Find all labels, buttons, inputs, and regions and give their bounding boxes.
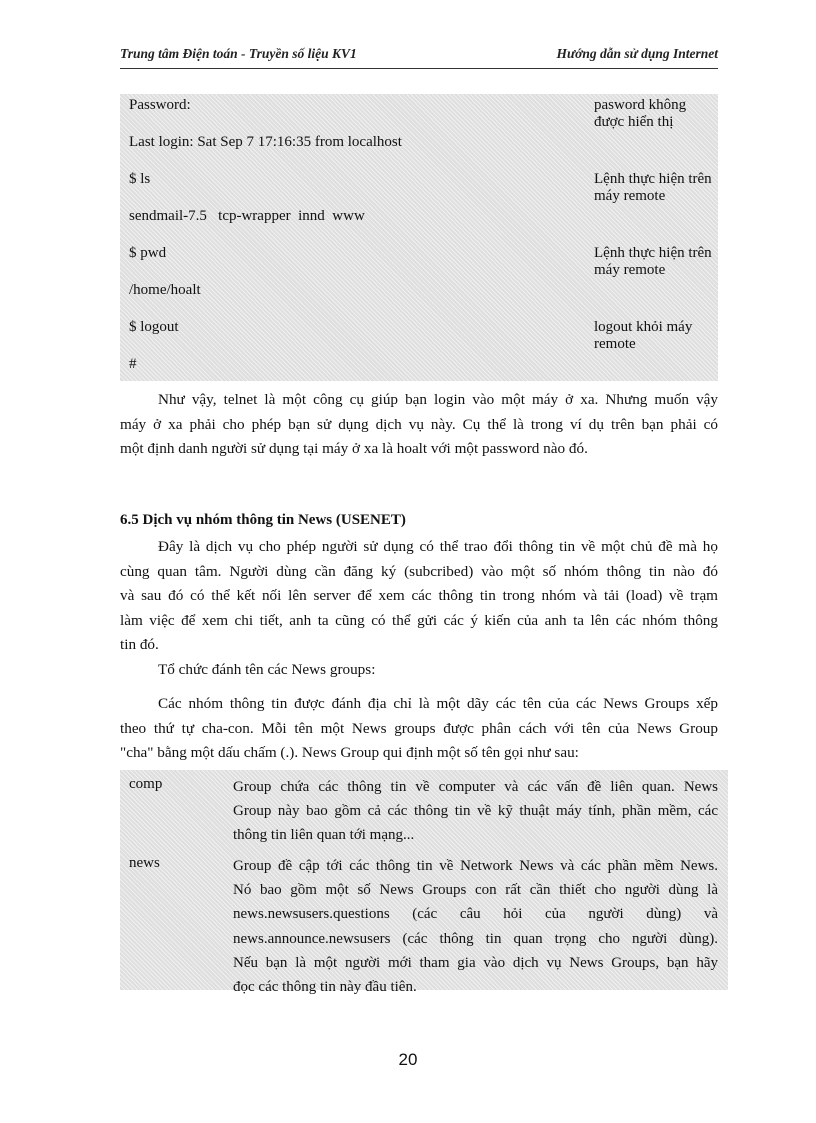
text-line: đọc các thông tin này đầu tiên. [233, 979, 417, 996]
text-line: Group này bao gồm cả các thông tin về kỹ thuật máy tính, phần mềm, các [233, 803, 718, 820]
session-cmd: sendmail-7.5 tcp-wrapper innd www [129, 208, 365, 224]
header-right: Hướng dẫn sử dụng Internet [556, 46, 718, 61]
text-line: Nếu bạn là một người mới tham gia vào dịch vụ News Groups, bạn hãy [233, 954, 718, 971]
text-line: news.announce.newsusers (các thông tin quan trọng cho người dùng). [233, 930, 718, 947]
naming-paragraph [120, 692, 718, 766]
text-line: "cha" bằng một dấu chấm (.). News Group qui định một số tên gọi như sau: [120, 744, 579, 761]
header-left: Trung tâm Điện toán - Truyền số liệu KV1 [120, 46, 357, 61]
text-line: tin đó. [120, 636, 159, 653]
session-cmd: $ ls [129, 171, 151, 187]
text-line: máy ở xa phải cho phép bạn sử dụng dịch vụ này. Cụ thể là trong ví dụ trên bạn phải có [120, 415, 718, 433]
news-groups-table [120, 770, 728, 996]
naming-title [120, 658, 718, 683]
text-line: Group chứa các thông tin về computer và các vấn đề liên quan. News [233, 779, 718, 795]
header-rule [120, 68, 718, 69]
group-name: comp [129, 776, 163, 792]
text-line: Các nhóm thông tin được đánh địa chỉ là một dãy các tên của các News Groups xếp [158, 695, 718, 712]
session-cmd: /home/hoalt [129, 282, 201, 298]
group-name: news [129, 855, 160, 871]
session-note: Lệnh thực hiện trên máy remote [594, 245, 712, 278]
usenet-intro-paragraph [120, 535, 718, 658]
telnet-session-box [120, 94, 718, 381]
group-description [233, 854, 718, 999]
text-line: theo thứ tự cha-con. Mỗi tên một News groups được phân cách với tên của News Group [120, 719, 718, 737]
text-line: và sau đó có thể kết nối lên server để xem các thông tin trong nhóm và tải (load) về trạm [120, 587, 718, 604]
text-line: Như vậy, telnet là một công cụ giúp bạn login vào một máy ở xa. Nhưng muốn vậy [158, 391, 718, 408]
session-note: pasword không được hiển thị [594, 97, 687, 130]
session-cmd: $ logout [129, 319, 179, 335]
text-line: Tổ chức đánh tên các News groups: [158, 661, 376, 678]
group-description [233, 775, 718, 848]
session-note: Lệnh thực hiện trên máy remote [594, 171, 712, 204]
session-cmd: # [129, 356, 137, 372]
session-cmd: Password: [129, 97, 191, 113]
text-line: cùng quan tâm. Người dùng cần đăng ký (subcribed) vào một số nhóm thông tin nào đó [120, 562, 718, 580]
text-line: làm việc để xem chi tiết, anh ta cũng có thể gửi các ý kiến của anh ta lên các nhóm thông [120, 611, 718, 629]
text-line: news.newsusers.questions (các câu hỏi của người dùng) và [233, 906, 718, 923]
session-cmd: $ pwd [129, 245, 167, 261]
page-number: 20 [398, 1050, 418, 1069]
text-line: thông tin liên quan tới mạng... [233, 827, 415, 844]
session-cmd: Last login: Sat Sep 7 17:16:35 from localhost [129, 134, 402, 150]
text-line: Đây là dịch vụ cho phép người sử dụng có thể trao đổi thông tin về một chủ đề mà họ [158, 538, 718, 555]
text-line: Group đề cập tới các thông tin về Network News và các phần mềm News. [233, 858, 718, 874]
telnet-summary-paragraph [120, 388, 718, 462]
text-line: Nó bao gồm một số News Groups con rất cần thiết cho người dùng là [233, 882, 718, 899]
session-note: logout khỏi máy remote [594, 319, 693, 352]
page-header [120, 46, 718, 66]
text-line: một định danh người sử dụng tại máy ở xa là hoalt với một password nào đó. [120, 440, 588, 457]
section-heading: 6.5 Dịch vụ nhóm thông tin News (USENET) [120, 512, 406, 528]
